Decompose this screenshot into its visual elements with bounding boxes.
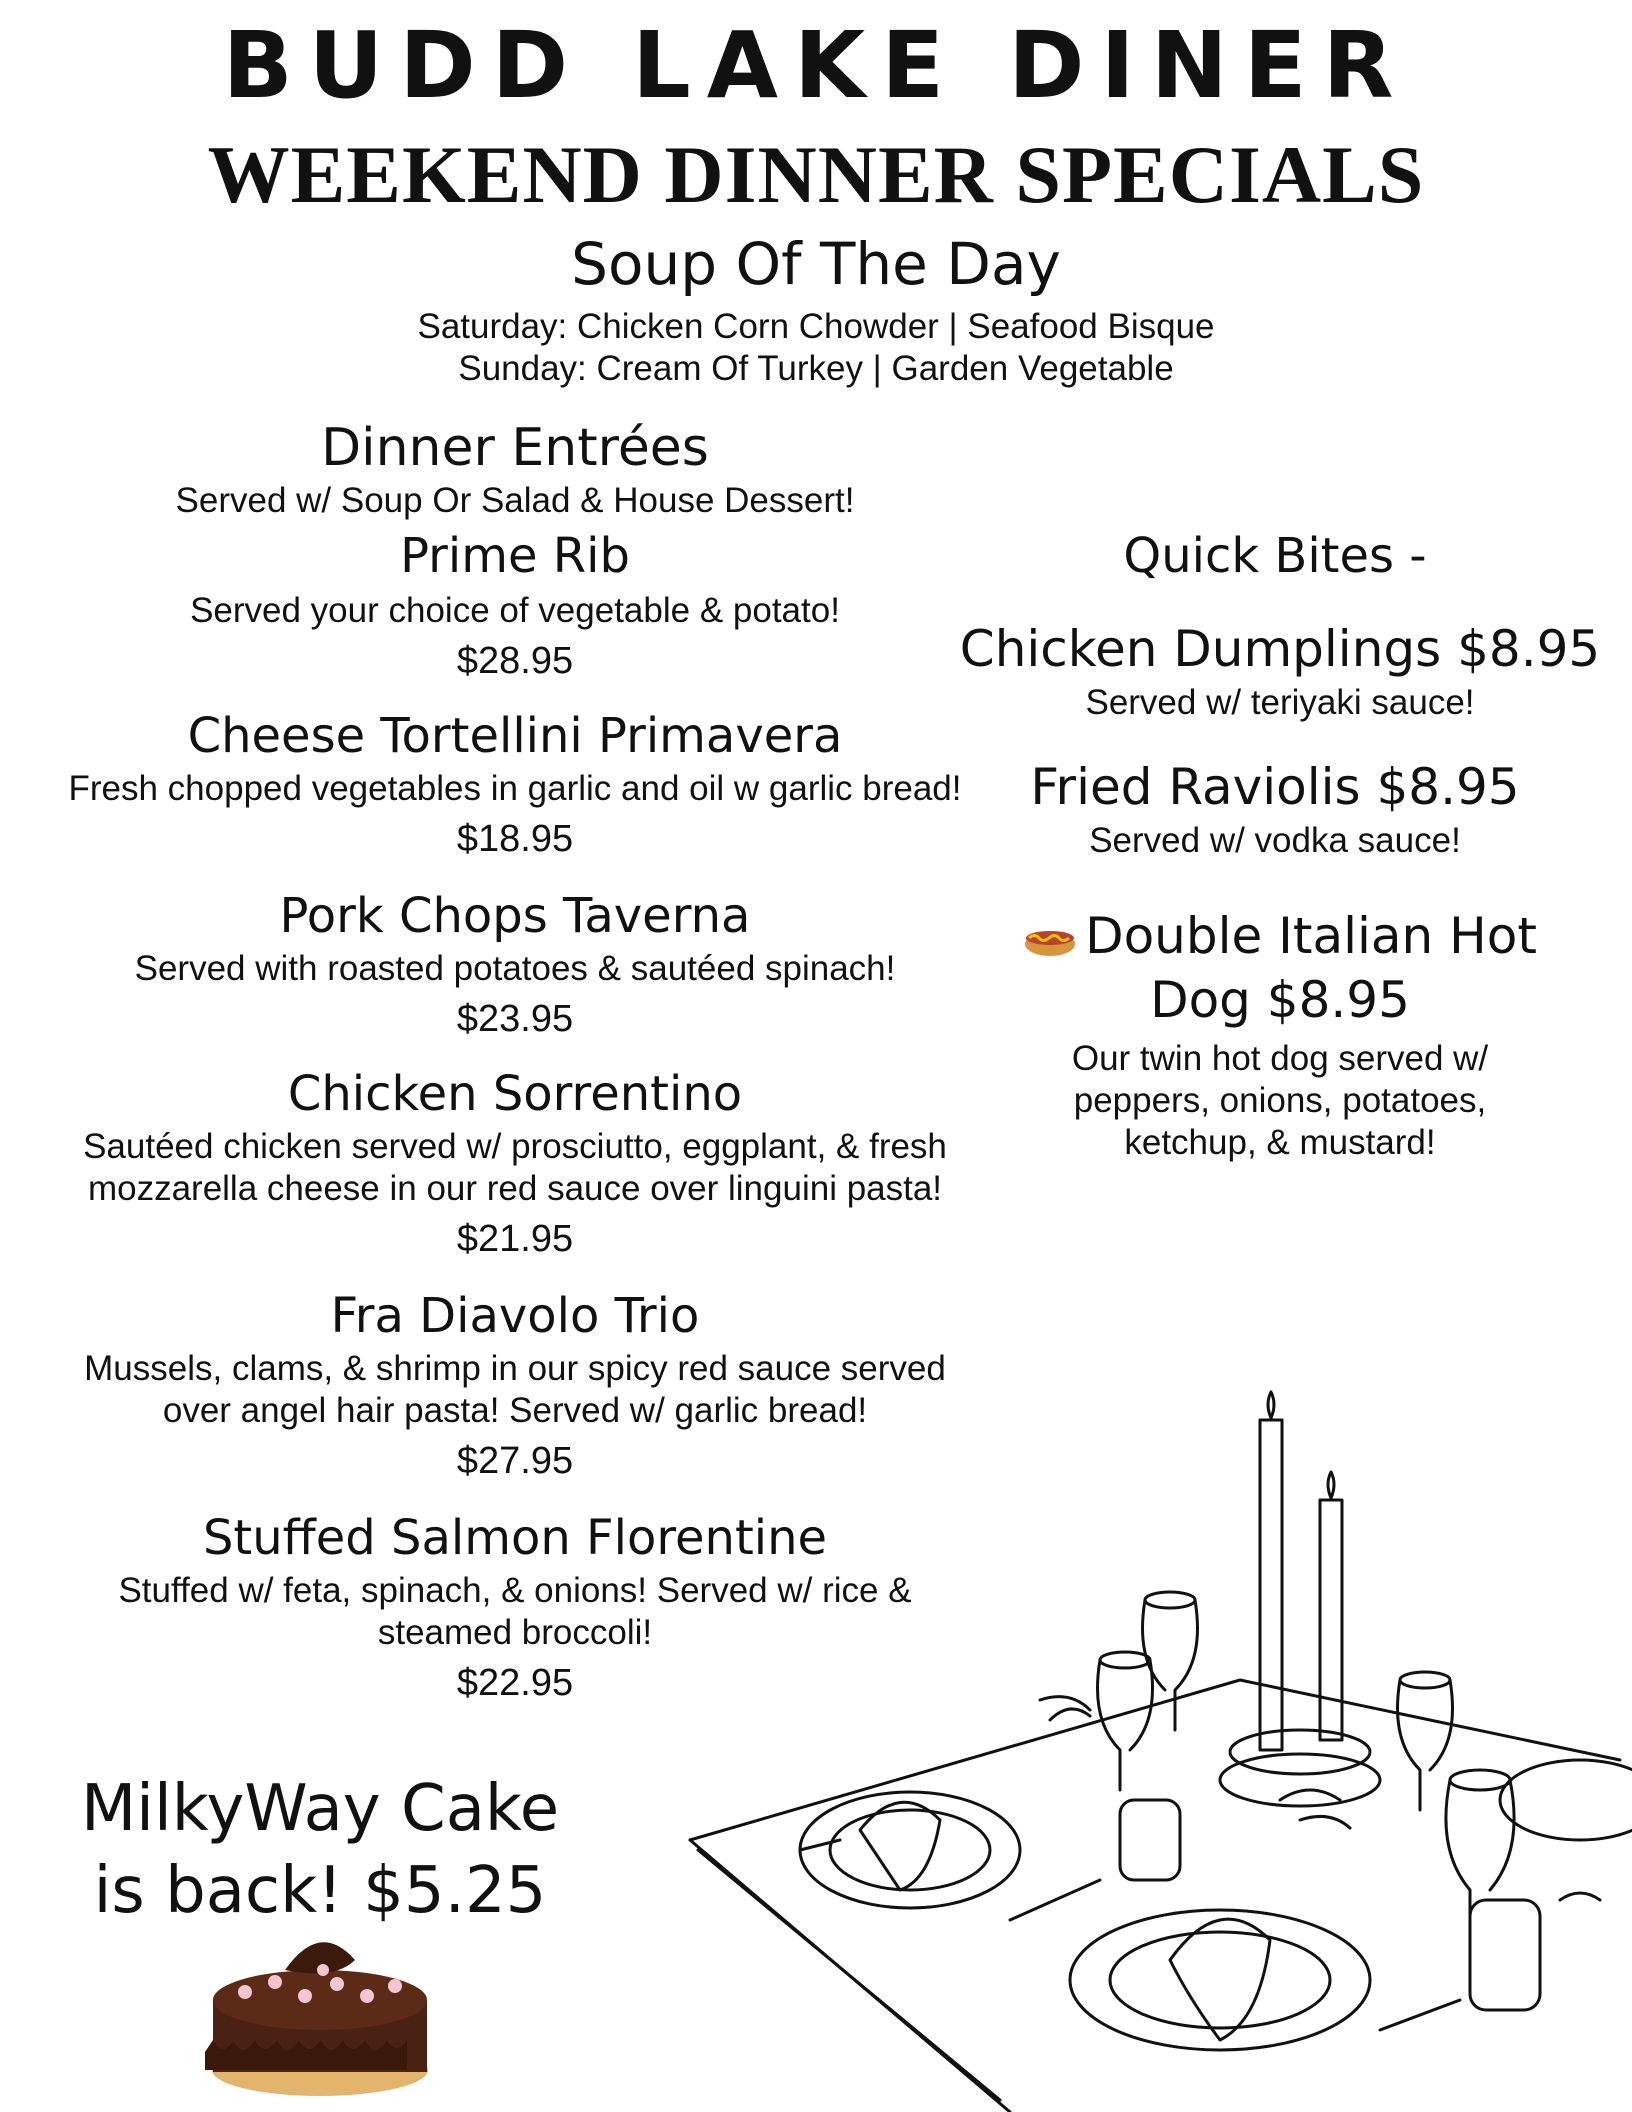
entrees-subtitle: Served w/ Soup Or Salad & House Dessert! xyxy=(175,481,855,520)
entree-name: Prime Rib xyxy=(400,528,630,584)
dessert-line-2: is back! $5.25 xyxy=(93,1854,547,1928)
entree-desc: Stuffed w/ feta, spinach, & onions! Served w/ rice & steamed broccoli! xyxy=(118,1571,912,1652)
entree-desc: Served your choice of vegetable & potato! xyxy=(190,591,840,630)
entree-item xyxy=(40,888,990,1041)
quick-bite-desc: Served w/ teriyaki sauce! xyxy=(1085,683,1475,722)
soup-sunday: Sunday: Cream Of Turkey | Garden Vegetable xyxy=(458,349,1174,388)
soup-lines xyxy=(0,306,1632,390)
quick-bite-item xyxy=(955,758,1595,862)
entree-price: $23.95 xyxy=(456,998,574,1040)
entree-desc: Fresh chopped vegetables in garlic and oil w garlic bread! xyxy=(68,769,962,808)
entree-name: Cheese Tortellini Primavera xyxy=(187,708,843,764)
entree-price: $22.95 xyxy=(456,1662,574,1704)
entree-price: $27.95 xyxy=(456,1440,574,1482)
entrees-title: Dinner Entrées xyxy=(321,418,709,478)
dessert-promo xyxy=(60,1768,580,1932)
quick-bite-name: Fried Raviolis $8.95 xyxy=(1030,758,1520,816)
entree-name: Stuffed Salmon Florentine xyxy=(202,1510,828,1566)
hot-dog-icon xyxy=(1023,920,1077,960)
entree-item xyxy=(40,528,990,683)
quick-bite-desc: Served w/ vodka sauce! xyxy=(1089,821,1461,860)
menu-subtitle: WEEKEND DINNER SPECIALS xyxy=(207,129,1425,220)
quick-bite-item xyxy=(1000,904,1560,1164)
entree-desc: Served with roasted potatoes & sautéed spinach! xyxy=(134,949,896,988)
quick-bite-item xyxy=(940,620,1620,724)
chocolate-cake-icon xyxy=(205,1930,435,2100)
soup-saturday: Saturday: Chicken Corn Chowder | Seafood Bisque xyxy=(417,307,1215,346)
soup-title: Soup Of The Day xyxy=(571,230,1061,298)
entree-price: $18.95 xyxy=(456,818,574,860)
entree-price: $28.95 xyxy=(456,640,574,682)
entree-name: Fra Diavolo Trio xyxy=(330,1288,700,1344)
entree-desc: Sautéed chicken served w/ prosciutto, eggplant, & fresh mozzarella cheese in our red sauce over linguini pasta! xyxy=(83,1127,947,1208)
restaurant-name: BUDD LAKE DINER xyxy=(222,12,1410,119)
entree-price: $21.95 xyxy=(456,1218,574,1260)
dessert-line-1: MilkyWay Cake xyxy=(80,1772,560,1846)
entree-name: Pork Chops Taverna xyxy=(279,888,751,944)
dinner-table-illustration xyxy=(680,1380,1632,2112)
entree-item xyxy=(60,1066,970,1261)
quick-bite-name: Double Italian Hot Dog $8.95 xyxy=(1000,904,1560,1032)
entree-desc: Mussels, clams, & shrimp in our spicy red sauce served over angel hair pasta! Served w/ garlic bread! xyxy=(84,1349,946,1430)
entree-name: Chicken Sorrentino xyxy=(287,1066,743,1122)
quick-bite-name: Chicken Dumplings $8.95 xyxy=(959,620,1601,678)
quick-bites-title: Quick Bites - xyxy=(1123,528,1427,584)
entree-item xyxy=(40,708,990,861)
quick-bite-desc: Our twin hot dog served w/ peppers, onions, potatoes, ketchup, & mustard! xyxy=(1071,1039,1489,1162)
